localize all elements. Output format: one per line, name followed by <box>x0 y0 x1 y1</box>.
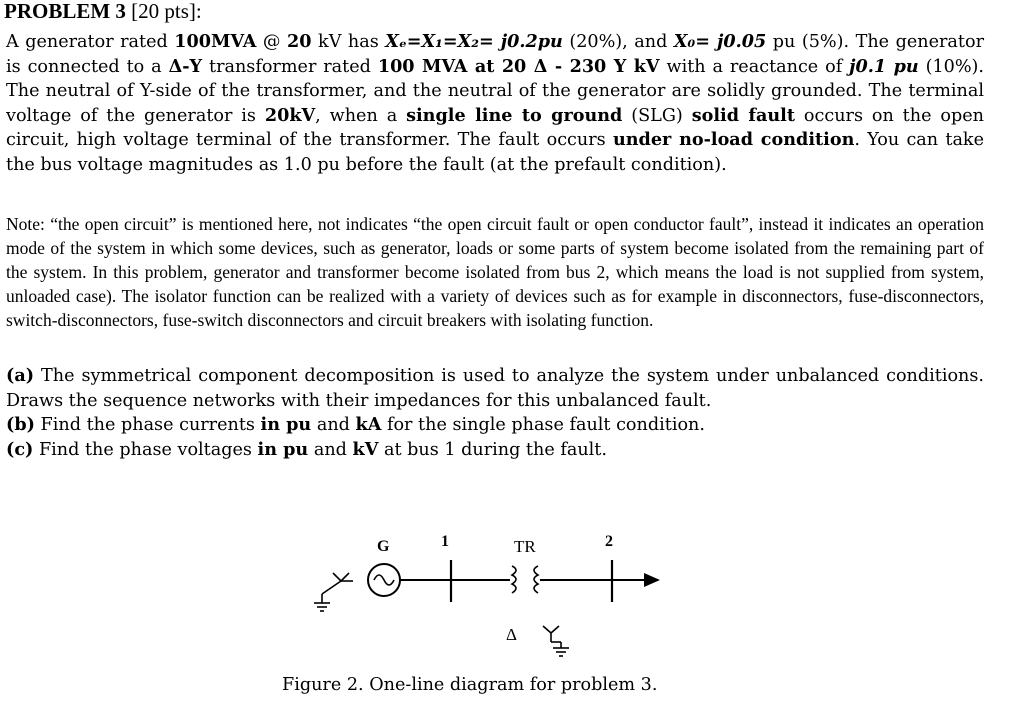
bus-2-label: 2 <box>605 533 613 550</box>
part-c-text: and <box>308 439 353 460</box>
generator-zero-reactance: X₀= j0.05 <box>673 31 767 52</box>
part-c-label: (c) <box>6 438 34 460</box>
statement-text: (SLG) <box>622 105 692 126</box>
fault-type: single line to ground <box>406 104 623 126</box>
bus-1-label: 1 <box>441 533 449 550</box>
part-b-text: and <box>311 415 356 436</box>
part-c-unit-kv: kV <box>352 438 379 460</box>
statement-text: @ <box>256 32 288 52</box>
statement-text: pu (5%). The generator is connected to a <box>6 32 984 77</box>
transformer-wye-ground-symbol <box>543 626 569 656</box>
part-a-label: (a) <box>6 365 35 386</box>
figure-caption: Figure 2. One-line diagram for problem 3. <box>282 675 658 695</box>
statement-text: A generator rated <box>6 32 175 52</box>
statement-text: (10%). The neutral of Y-side of the transformer, and the neutral of the generator are solidly grounded. The terminal voltage of the generator is <box>6 56 985 126</box>
transformer-label: TR <box>514 537 536 556</box>
problem-heading: PROBLEM 3 <box>4 0 126 23</box>
generator-voltage: 20 <box>287 31 312 52</box>
transformer-reactance: j0.1 pu <box>849 55 919 77</box>
statement-text: with a reactance of <box>659 56 850 77</box>
generator-rating: 100MVA <box>174 31 257 52</box>
statement-text: , when a <box>315 105 407 126</box>
statement-text: kV has <box>311 32 386 52</box>
problem-points: [20 pts]: <box>131 0 202 23</box>
load-condition: under no-load condition <box>612 129 855 151</box>
statement-text: occurs on the open circuit, high voltage terminal of the transformer. The fault occurs <box>6 105 984 151</box>
load-arrow-icon <box>644 573 660 587</box>
part-a-text: The symmetrical component decomposition is used to analyze the system under unbalanced conditions. Draws the sequence networks with their impedances for this unbalanced fault. <box>6 366 984 411</box>
statement-text: (20%), and <box>562 32 674 52</box>
transformer-symbol <box>512 566 538 593</box>
transformer-rating: 100 MVA at 20 Δ - 230 Y kV <box>377 55 660 77</box>
part-c-text: Find the phase voltages <box>33 439 258 460</box>
terminal-voltage: 20kV <box>264 104 316 126</box>
statement-text: . You can take the bus voltage magnitudes as 1.0 pu before the fault (at the prefault condition). <box>6 130 985 175</box>
part-b-unit-pu: in pu <box>260 414 312 436</box>
note-paragraph: Note: “the open circuit” is mentioned here, not indicates “the open circuit fault or open conductor fault”, instead it indicates an operation mode of the system in which some devices, such as generator, loads or some parts of system become isolated from the remaining part of the system. In this problem, generator and transformer become isolated from bus 2, which means the load is not supplied from system, unloaded case). The isolator function can be realized with a variety of devices such as for example in disconnectors, fuse-disconnectors, switch-disconnectors, fuse-switch disconnectors and circuit breakers with isolating function. <box>6 214 984 331</box>
delta-winding-symbol: Δ <box>506 625 517 644</box>
part-b-text: for the single phase fault condition. <box>381 415 705 436</box>
part-b-unit-ka: kA <box>355 414 382 436</box>
part-b-label: (b) <box>6 414 35 436</box>
part-b-text: Find the phase currents <box>34 415 261 436</box>
generator-reactance: Xₑ=X₁=X₂= j0.2pu <box>385 31 563 52</box>
fault-kind: solid fault <box>691 104 795 126</box>
generator-label: G <box>377 538 390 555</box>
statement-text: transformer rated <box>202 56 378 77</box>
transformer-type: Δ-Y <box>168 55 203 77</box>
generator-symbol <box>368 564 400 596</box>
part-c-text: at bus 1 during the fault. <box>378 439 607 460</box>
part-c-unit-pu: in pu <box>257 438 309 460</box>
generator-ground-symbol <box>314 573 353 611</box>
